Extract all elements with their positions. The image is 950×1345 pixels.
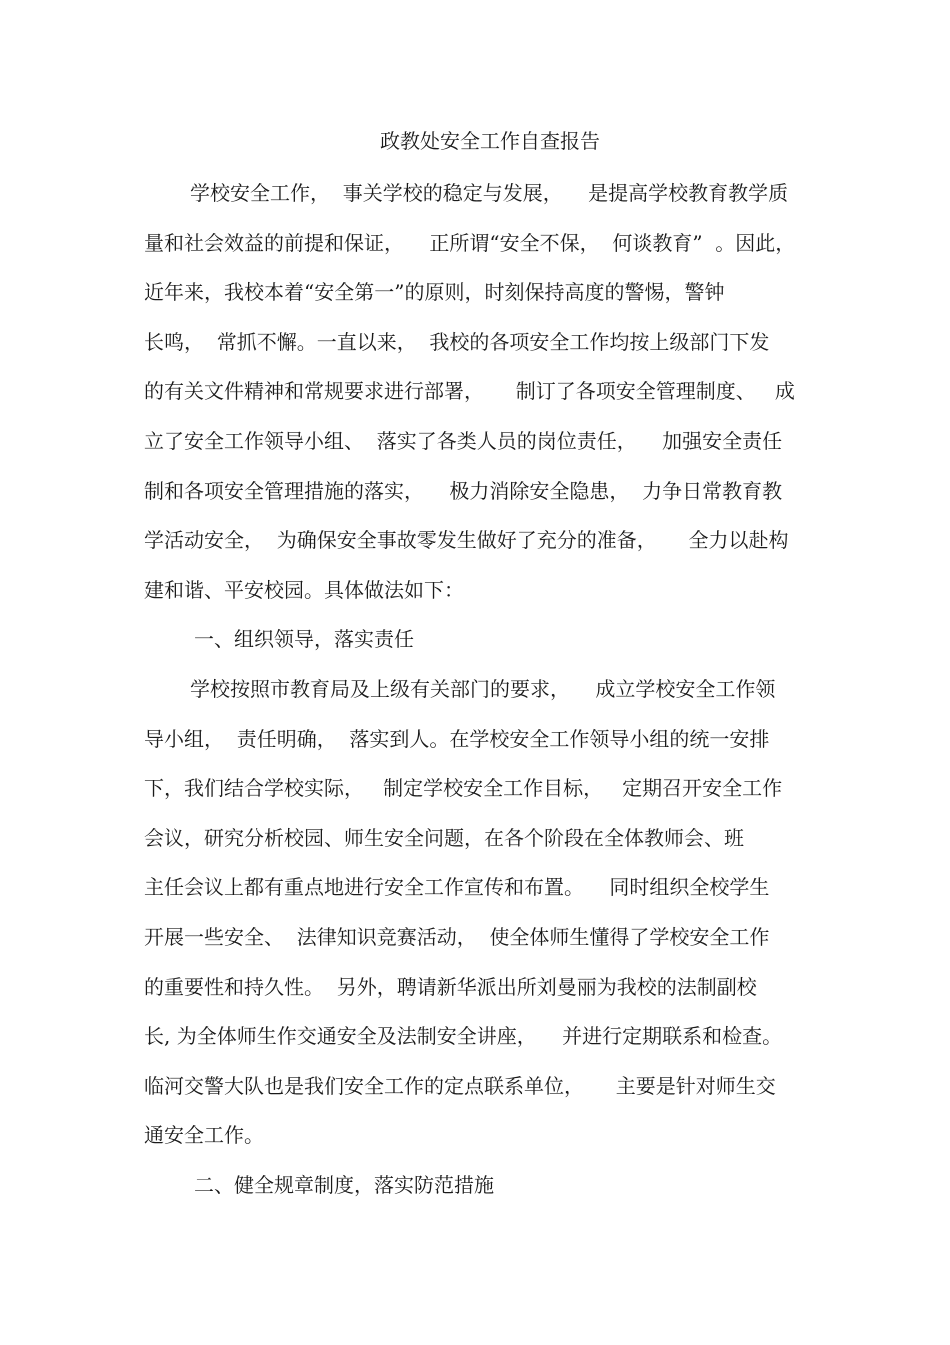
body-line: 建和谐、平安校园。具体做法如下： bbox=[144, 578, 464, 602]
body-line: 学校安全工作， 事关学校的稳定与发展， 是提高学校教育教学质 bbox=[190, 181, 789, 205]
body-line: 开展一些安全、 法律知识竞赛活动， 使全体师生懂得了学校安全工作 bbox=[144, 925, 770, 949]
body-line: 长, 为全体师生作交通安全及法制安全讲座， 并进行定期联系和检查。 bbox=[144, 1024, 783, 1048]
body-line: 近年来，我校本着“安全第一”的原则，时刻保持高度的警惕，警钟 bbox=[144, 280, 725, 304]
body-line: 学校按照市教育局及上级有关部门的要求， 成立学校安全工作领 bbox=[190, 677, 776, 701]
body-line: 临河交警大队也是我们安全工作的定点联系单位， 主要是针对师生交 bbox=[144, 1074, 776, 1098]
document-title: 政教处安全工作自查报告 bbox=[380, 129, 600, 153]
body-line: 制和各项安全管理措施的落实， 极力消除安全隐患， 力争日常教育教 bbox=[144, 479, 783, 503]
body-line: 下，我们结合学校实际， 制定学校安全工作目标， 定期召开安全工作 bbox=[144, 776, 783, 800]
body-line: 量和社会效益的前提和保证， 正所谓“安全不保， 何谈教育” 。因此， bbox=[144, 231, 796, 255]
body-line: 会议，研究分析校园、师生安全问题，在各个阶段在全体教师会、班 bbox=[144, 826, 744, 850]
body-line: 学活动安全， 为确保安全事故零发生做好了充分的准备， 全力以赴构 bbox=[144, 528, 789, 552]
body-line: 长鸣， 常抓不懈。一直以来， 我校的各项安全工作均按上级部门下发 bbox=[144, 330, 770, 354]
body-line: 的有关文件精神和常规要求进行部署， 制订了各项安全管理制度、 成 bbox=[144, 379, 795, 403]
body-line: 主任会议上都有重点地进行安全工作宣传和布置。 同时组织全校学生 bbox=[144, 875, 770, 899]
body-line: 导小组， 责任明确， 落实到人。在学校安全工作领导小组的统一安排 bbox=[144, 727, 770, 751]
body-line: 通安全工作。 bbox=[144, 1123, 264, 1147]
section-heading: 一、组织领导，落实责任 bbox=[194, 627, 414, 651]
body-line: 的重要性和持久性。 另外，聘请新华派出所刘曼丽为我校的法制副校 bbox=[144, 975, 757, 999]
body-line: 立了安全工作领导小组、 落实了各类人员的岗位责任， 加强安全责任 bbox=[144, 429, 783, 453]
section-heading: 二、健全规章制度，落实防范措施 bbox=[194, 1173, 494, 1197]
